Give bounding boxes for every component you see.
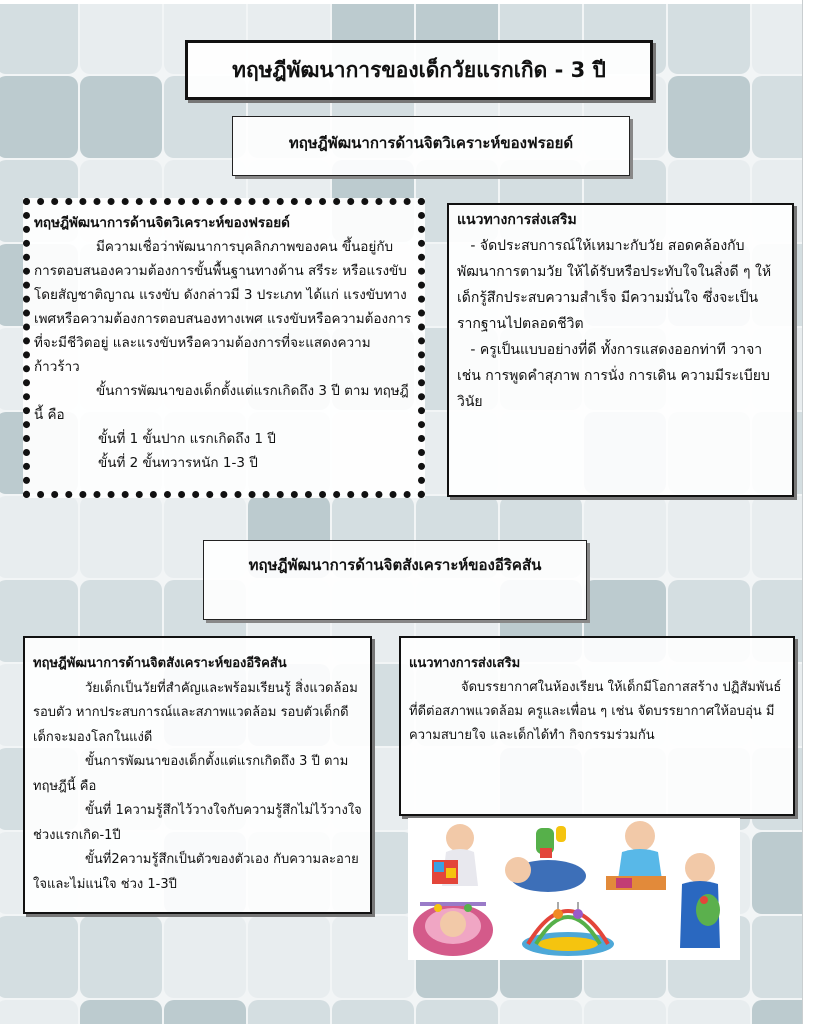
baby-play-gym [522, 902, 614, 956]
babies-playing-photo [408, 818, 740, 960]
background-tile [80, 0, 162, 74]
freud-promotion-item-1 [457, 233, 784, 337]
freud-stage-1: ขั้นที่ 1 ขั้นปาก แรกเกิดถึง 1 ปี [98, 431, 276, 447]
background-tile [248, 916, 330, 998]
background-tile [0, 1000, 78, 1024]
background-tile [332, 1000, 414, 1024]
babies-illustration [408, 818, 740, 960]
background-tile [80, 76, 162, 158]
baby-with-plush-toy [680, 853, 720, 948]
freud-theory-paragraph: มีความเชื่อว่าพัฒนาการบุคลิกภาพของคน ขึ้นอยู่กับการตอบสนองความต้องการขั้นพื้นฐานทางด้าน สรีระ หรือแรงขับ โดยสัญชาติญาณ แรงขับ ดังกล่าวมี 3 ประเภท ได้แก่ แรงขับทางเพศหรือความต้องการตอบสนองทางเพศ แรงขับหรือความต้องการ ที่จะมีชีวิตอยู่ และแรงขับหรือความต้องการที่จะแสดงความก้าวร้าว [34, 239, 412, 375]
background-tile [164, 1000, 246, 1024]
background-tile [332, 916, 414, 998]
background-tile [80, 1000, 162, 1024]
background-tile [248, 1000, 330, 1024]
page-top-edge [0, 0, 817, 4]
freud-promotion-heading: แนวทางการส่งเสริม [457, 212, 577, 228]
freud-stages-intro: ขั้นการพัฒนาของเด็กตั้งแต่แรกเกิดถึง 3 ปี ตาม ทฤษฎีนี้ คือ [34, 383, 409, 423]
background-tile [500, 1000, 582, 1024]
background-tile [668, 0, 750, 74]
background-tile [80, 916, 162, 998]
freud-section-title [232, 116, 630, 176]
background-tile [0, 496, 78, 578]
erikson-promotion-box [399, 636, 795, 816]
erikson-promotion-heading: แนวทางการส่งเสริม [409, 656, 521, 671]
erikson-theory-paragraph: วัยเด็กเป็นวัยที่สำคัญและพร้อมเรียนรู้ สิ่งแวดล้อมรอบตัว หากประสบการณ์และสภาพแวดล้อม รอบตัวเด็กดี เด็กจะมองโลกในแง่ดี [33, 680, 358, 745]
background-tile [80, 496, 162, 578]
background-tile [668, 76, 750, 158]
freud-promotion-box [447, 203, 794, 497]
background-tile [668, 496, 750, 578]
baby-sitting-blue [606, 821, 666, 890]
freud-section-title-text: ทฤษฎีพัฒนาการด้านจิตวิเคราะห์ของฟรอยด์ [288, 134, 574, 152]
freud-theory-heading: ทฤษฎีพัฒนาการด้านจิตวิเคราะห์ของฟรอยด์ [34, 215, 290, 231]
erikson-promotion-item-1: จัดบรรยากาศในห้องเรียน ให้เด็กมีโอกาสสร้าง ปฏิสัมพันธ์ที่ดีต่อสภาพแวดล้อม ครูและเพื่อน ๆ เช่น จัดบรรยากาศให้อบอุ่น มีความสบายใจ และเด็กได้ทำ กิจกรรมร่วมกัน [409, 680, 782, 743]
background-tile [584, 1000, 666, 1024]
freud-promotion-item-2 [457, 337, 784, 415]
background-tile [164, 916, 246, 998]
page-right-edge [802, 0, 817, 1024]
erikson-section-title [203, 540, 587, 620]
baby-lying-with-toy [505, 826, 586, 892]
freud-theory-box [23, 198, 425, 498]
freud-promotion-item-1-text: - จัดประสบการณ์ให้เหมาะกับวัย สอดคล้องกับพัฒนาการตามวัย ให้ได้รับหรือประทับใจในสิ่งดี ๆ ให้เด็กรู้สึกประสบความสำเร็จ มีความมั่นใจ ซึ่งจะเป็น รากฐานไปตลอดชีวิต [457, 238, 772, 332]
freud-stage-2: ขั้นที่ 2 ขั้นทวารหนัก 1-3 ปี [98, 455, 258, 471]
freud-promotion-item-2-text: - ครูเป็นแบบอย่างที่ดี ทั้งการแสดงออกท่าที วาจา เช่น การพูดคำสุภาพ การนั่ง การเดิน ความมีระเบียบวินัย [457, 342, 770, 410]
erikson-stages-intro: ขั้นการพัฒนาของเด็กตั้งแต่แรกเกิดถึง 3 ปี ตามทฤษฎีนี้ คือ [33, 754, 349, 794]
erikson-stage-1: ขั้นที่ 1ความรู้สึกไว้วางใจกับความรู้สึกไม่ไว้วางใจ ช่วงแรกเกิด-1ปี [33, 803, 362, 843]
main-title-text: ทฤษฎีพัฒนาการของเด็กวัยแรกเกิด - 3 ปี [232, 57, 606, 82]
background-tile [668, 1000, 750, 1024]
background-tile [0, 916, 78, 998]
erikson-theory-box [23, 636, 372, 914]
baby-with-shape-sorter [432, 824, 478, 886]
background-tile [0, 76, 78, 158]
main-title [185, 40, 653, 100]
erikson-stage-2: ขั้นที่2ความรู้สึกเป็นตัวของตัวเอง กับความละอายใจและไม่แน่ใจ ช่วง 1-3ปี [33, 852, 359, 892]
erikson-theory-heading: ทฤษฎีพัฒนาการด้านจิตสังเคราะห์ของอีริคสัน [33, 656, 287, 671]
erikson-section-title-text: ทฤษฎีพัฒนาการด้านจิตสังเคราะห์ของอีริคสัน [248, 556, 542, 574]
background-tile [0, 0, 78, 74]
baby-in-bouncer [413, 902, 493, 956]
background-tile [584, 496, 666, 578]
background-tile [416, 1000, 498, 1024]
